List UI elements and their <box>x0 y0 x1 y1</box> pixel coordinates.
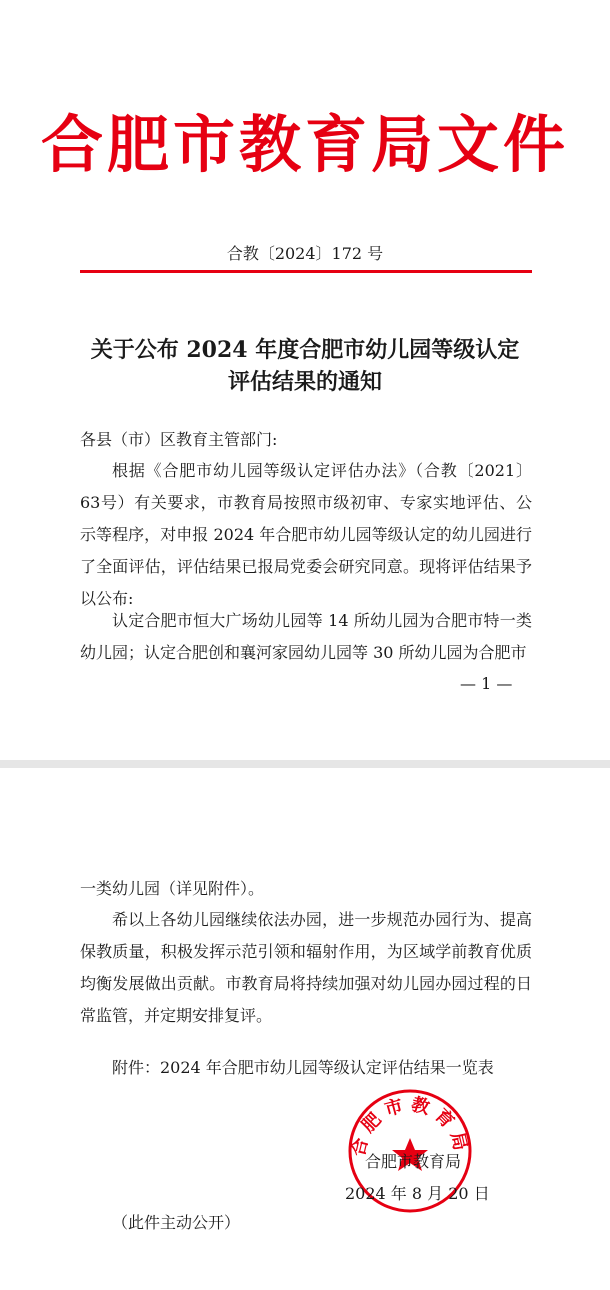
addressee: 各县（市）区教育主管部门: <box>80 430 278 449</box>
continued-text: 一类幼儿园（详见附件）。 <box>80 879 265 898</box>
attachment-note: 附件：2024 年合肥市幼儿园等级认定评估结果一览表 <box>112 1058 494 1077</box>
red-divider <box>80 270 532 273</box>
page-number: — 1 — <box>460 674 513 693</box>
notice-title-line-2: 评估结果的通知 <box>227 369 382 395</box>
notice-title <box>40 334 570 398</box>
body-paragraph-1: 根据《合肥市幼儿园等级认定评估办法》（合教〔2021〕63号）有关要求，市教育局按照市级初审、专家实地评估、公示等程序，对申报 2024 年合肥市幼儿园等级认定的幼儿园进行了全面评估，评估结果已报局党委会研究同意。现将评估结果予以公布: <box>80 461 532 608</box>
issue-date: 2024 年 8 月 20 日 <box>345 1184 490 1203</box>
body-paragraph-2: 认定合肥市恒大广场幼儿园等 14 所幼儿园为合肥市特一类幼儿园；认定合肥创和襄河家园幼儿园等 30 所幼儿园为合肥市 <box>80 611 532 662</box>
document-number: 合教〔2024〕172 号 <box>226 244 384 263</box>
body-paragraph-3: 希以上各幼儿园继续依法办园，进一步规范办园行为、提高保教质量，积极发挥示范引领和辐射作用，为区域学前教育优质均衡发展做出贡献。市教育局将持续加强对幼儿园办园过程的日常监管，并定期安排复评。 <box>80 910 532 1025</box>
seal-text: 合肥市教育局 <box>347 1093 473 1159</box>
notice-title-line-1: 关于公布 2024 年度合肥市幼儿园等级认定 <box>90 337 520 363</box>
document-page-2 <box>0 768 610 1290</box>
document-header-title: 合肥市教育局文件 <box>40 108 569 181</box>
issuer-name: 合肥市教育局 <box>365 1152 462 1171</box>
page-separator <box>0 760 610 768</box>
public-disclosure-note: （此件主动公开） <box>112 1213 241 1232</box>
